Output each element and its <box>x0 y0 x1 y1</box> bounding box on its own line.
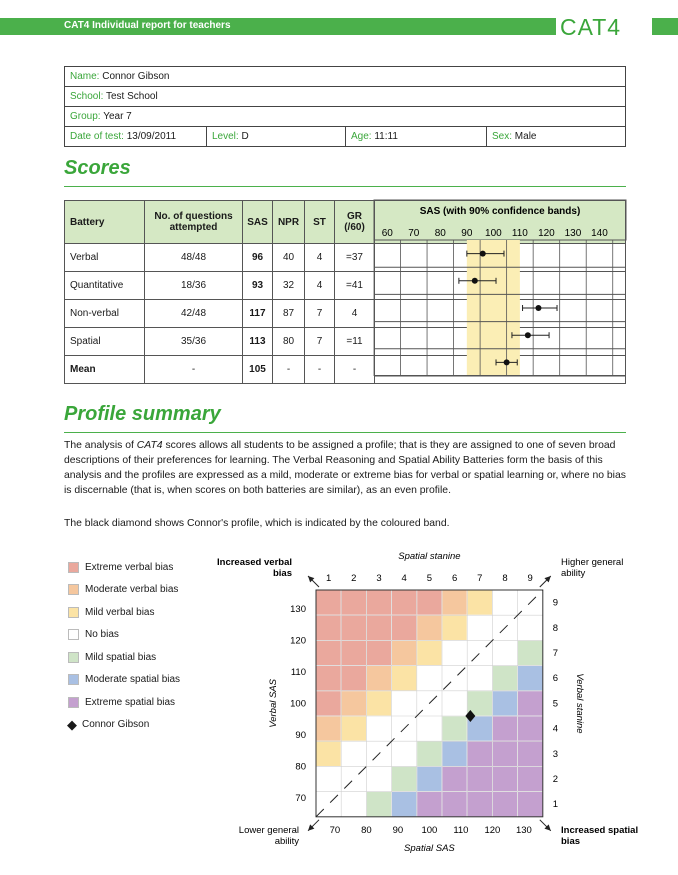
verbal-sas-tick: 130 <box>290 603 306 615</box>
gr-cell: =37 <box>335 244 375 272</box>
sas-cell: 93 <box>243 272 273 300</box>
level-label: Level: <box>212 131 239 142</box>
attempted-cell: 42/48 <box>145 300 243 328</box>
profile-cell <box>467 666 492 691</box>
profile-cell <box>492 741 517 766</box>
legend-label: Moderate verbal bias <box>85 584 179 596</box>
spatial-sas-tick: 80 <box>361 824 372 836</box>
profile-description: The analysis of CAT4 scores allows all students to be assigned a profile; that is they are assigned to one of seven broad descriptions of their preferences for learning. The Verbal Reasoning and Spatial Ability Batteries form the basis of this analysis and the profiles are expressed as a mild, moderate or extreme bias for verbal or spatial learning or, where no bias is discernable (that is, when scores on both batteries are similar), as an even profile. <box>64 440 626 496</box>
col-sas: SAS <box>243 201 273 244</box>
profile-cell <box>492 590 517 615</box>
verbal-stanine-tick: 7 <box>552 648 559 659</box>
legend-label: Extreme spatial bias <box>85 696 176 708</box>
sas-tick-label: 120 <box>538 228 555 239</box>
spatial-sas-title: Spatial SAS <box>404 842 455 854</box>
col-gr: GR (/60) <box>335 201 375 244</box>
legend-label: Extreme verbal bias <box>85 561 174 573</box>
col-attempted: No. of questions attempted <box>145 201 243 244</box>
sas-point-non-verbal <box>535 305 541 311</box>
legend-label: Mild verbal bias <box>85 606 155 618</box>
profile-cell <box>366 766 391 791</box>
sas-point-spatial <box>525 332 531 338</box>
verbal-sas-tick: 100 <box>290 698 306 710</box>
profile-chart <box>217 548 639 858</box>
profile-cell <box>417 615 442 640</box>
group-label: Group: <box>70 111 101 122</box>
sas-tick-label: 80 <box>434 228 446 239</box>
profile-cell <box>518 640 543 665</box>
profile-cell <box>442 766 467 791</box>
profile-cell <box>442 691 467 716</box>
profile-cell <box>492 792 517 817</box>
verbal-stanine-tick: 1 <box>552 799 559 811</box>
legend-item <box>68 556 180 579</box>
profile-cell <box>392 666 417 691</box>
group-name: Year 7 <box>103 111 132 122</box>
profile-cell <box>392 792 417 817</box>
npr-cell: 80 <box>273 328 305 356</box>
school-label: School: <box>70 91 104 102</box>
legend-swatch <box>68 629 79 640</box>
label-increased-verbal-bias: Increased verbal bias <box>217 557 292 579</box>
profile-cell <box>467 590 492 615</box>
profile-cell <box>492 640 517 665</box>
verbal-sas-tick: 120 <box>290 635 306 647</box>
col-st: ST <box>305 201 335 244</box>
legend-label: Connor Gibson <box>82 719 150 731</box>
sas-point-quantitative <box>472 278 478 284</box>
spatial-sas-tick: 100 <box>421 824 438 836</box>
profile-heading: Profile summary <box>64 403 221 425</box>
profile-cell <box>392 640 417 665</box>
profile-cell <box>366 640 391 665</box>
legend-swatch <box>68 652 79 663</box>
verbal-stanine-tick: 6 <box>552 673 559 685</box>
st-cell: 4 <box>305 272 335 300</box>
battery-name: Mean <box>65 356 145 384</box>
spatial-stanine-tick: 1 <box>325 573 332 584</box>
profile-cell <box>518 792 543 817</box>
sas-tick-label: 90 <box>461 228 473 239</box>
col-battery: Battery <box>65 201 145 244</box>
profile-cell <box>316 741 341 766</box>
cat4-logo <box>556 10 652 44</box>
legend-swatch <box>68 697 79 708</box>
profile-cell <box>341 792 366 817</box>
profile-cell <box>417 666 442 691</box>
student-name: Connor Gibson <box>102 71 170 82</box>
profile-cell <box>341 741 366 766</box>
npr-cell: - <box>273 356 305 384</box>
profile-cell <box>518 666 543 691</box>
profile-cell <box>417 792 442 817</box>
diamond-icon: ◆ <box>67 716 77 732</box>
st-cell: 4 <box>305 244 335 272</box>
profile-cell <box>518 615 543 640</box>
battery-name: Spatial <box>65 328 145 356</box>
sas-tick-label: 60 <box>381 228 393 239</box>
school-name: Test School <box>105 91 158 102</box>
sas-chart-title: SAS (with 90% confidence bands) <box>419 206 581 217</box>
sas-point-mean <box>504 359 510 365</box>
legend-swatch <box>68 584 79 595</box>
profile-cell <box>518 691 543 716</box>
profile-cell <box>392 615 417 640</box>
verbal-sas-tick: 110 <box>290 666 306 678</box>
profile-cell <box>366 615 391 640</box>
profile-cell <box>316 640 341 665</box>
profile-cell <box>341 691 366 716</box>
legend-label: Mild spatial bias <box>85 651 157 663</box>
profile-cell <box>392 766 417 791</box>
legend-swatch <box>68 607 79 618</box>
sas-cell: 105 <box>243 356 273 384</box>
sas-cell: 113 <box>243 328 273 356</box>
profile-cell <box>316 691 341 716</box>
profile-cell <box>467 615 492 640</box>
gr-cell: =41 <box>335 272 375 300</box>
attempted-cell: 18/36 <box>145 272 243 300</box>
spatial-sas-tick: 70 <box>329 824 341 836</box>
profile-cell <box>442 741 467 766</box>
age-label: Age: <box>351 131 372 142</box>
label-lower-general-ability: Lower general ability <box>238 825 299 847</box>
verbal-stanine-tick: 2 <box>552 774 559 785</box>
legend-item <box>68 646 180 669</box>
spatial-stanine-tick: 4 <box>401 573 407 584</box>
verbal-sas-tick: 70 <box>295 792 306 804</box>
verbal-stanine-tick: 8 <box>552 622 559 634</box>
sas-average-band <box>467 240 520 376</box>
legend-label: Moderate spatial bias <box>85 674 181 686</box>
level-value: D <box>241 131 249 142</box>
name-label: Name: <box>70 71 100 82</box>
battery-name: Non-verbal <box>65 300 145 328</box>
profile-cell <box>366 792 391 817</box>
sas-confidence-chart <box>374 200 626 381</box>
spatial-sas-tick: 120 <box>484 824 501 836</box>
verbal-stanine-title: Verbal stanine <box>573 673 585 734</box>
legend-item <box>68 691 180 714</box>
profile-cell <box>417 590 442 615</box>
sas-point-verbal <box>480 251 486 257</box>
sas-cell: 96 <box>243 244 273 272</box>
date-label: Date of test: <box>70 131 124 142</box>
profile-cell <box>316 666 341 691</box>
scores-rule <box>64 186 626 187</box>
profile-cell <box>492 766 517 791</box>
profile-cell <box>316 766 341 791</box>
spatial-sas-tick: 90 <box>392 824 404 836</box>
attempted-cell: - <box>145 356 243 384</box>
sas-cell: 117 <box>243 300 273 328</box>
verbal-stanine-tick: 3 <box>552 748 559 760</box>
profile-cell <box>316 716 341 741</box>
sas-tick-label: 110 <box>511 228 528 239</box>
col-npr: NPR <box>273 201 305 244</box>
profile-cell <box>341 666 366 691</box>
profile-cell <box>392 590 417 615</box>
profile-cell <box>442 640 467 665</box>
gr-cell: 4 <box>335 300 375 328</box>
profile-cell <box>341 615 366 640</box>
profile-cell <box>467 741 492 766</box>
battery-name: Verbal <box>65 244 145 272</box>
spatial-sas-tick: 110 <box>453 824 469 836</box>
student-info-table <box>64 66 626 147</box>
profile-cell <box>316 590 341 615</box>
legend-swatch <box>68 562 79 573</box>
npr-cell: 87 <box>273 300 305 328</box>
profile-cell <box>518 716 543 741</box>
profile-legend <box>68 556 180 736</box>
st-cell: 7 <box>305 328 335 356</box>
legend-item <box>68 601 180 624</box>
report-title: CAT4 Individual report for teachers <box>64 20 231 31</box>
header-bar-end <box>652 18 678 35</box>
profile-cell <box>341 590 366 615</box>
gr-cell: - <box>335 356 375 384</box>
test-date: 13/09/2011 <box>126 131 177 142</box>
profile-cell <box>366 666 391 691</box>
st-cell: 7 <box>305 300 335 328</box>
sas-tick-label: 130 <box>564 228 582 239</box>
profile-cell <box>518 741 543 766</box>
spatial-stanine-tick: 5 <box>426 573 433 584</box>
profile-cell <box>442 716 467 741</box>
profile-cell <box>442 615 467 640</box>
sex-label: Sex: <box>492 131 513 142</box>
sas-tick-label: 70 <box>408 228 420 239</box>
verbal-stanine-tick: 9 <box>552 597 559 609</box>
profile-note: The black diamond shows Connor's profile, which is indicated by the coloured band. <box>64 518 450 529</box>
label-higher-general-ability: Higher general ability <box>561 557 624 579</box>
st-cell: - <box>305 356 335 384</box>
profile-cell <box>417 741 442 766</box>
spatial-stanine-tick: 8 <box>502 573 508 584</box>
profile-cell <box>492 691 517 716</box>
profile-cell <box>392 741 417 766</box>
battery-name: Quantitative <box>65 272 145 300</box>
profile-rule <box>64 432 626 433</box>
profile-cell <box>492 666 517 691</box>
npr-cell: 40 <box>273 244 305 272</box>
profile-cell <box>366 716 391 741</box>
profile-cell <box>366 590 391 615</box>
logo-text: CAT4 <box>560 14 622 40</box>
header-bar <box>0 18 556 35</box>
verbal-sas-title: Verbal SAS <box>268 679 279 728</box>
spatial-stanine-tick: 6 <box>451 573 458 584</box>
verbal-sas-tick: 80 <box>295 761 306 773</box>
attempted-cell: 35/36 <box>145 328 243 356</box>
profile-cell <box>492 716 517 741</box>
profile-cell <box>442 792 467 817</box>
spatial-stanine-title: Spatial stanine <box>398 551 461 562</box>
profile-cell <box>417 716 442 741</box>
profile-cell <box>518 766 543 791</box>
profile-cell <box>392 691 417 716</box>
profile-cell <box>341 716 366 741</box>
profile-cell <box>316 615 341 640</box>
spatial-stanine-tick: 2 <box>351 573 357 584</box>
attempted-cell: 48/48 <box>145 244 243 272</box>
legend-item <box>68 714 180 737</box>
sas-tick-label: 100 <box>485 228 502 239</box>
verbal-sas-tick: 90 <box>295 729 306 741</box>
profile-cell <box>442 590 467 615</box>
legend-item <box>68 624 180 647</box>
verbal-stanine-tick: 5 <box>552 698 559 710</box>
spatial-stanine-tick: 7 <box>477 573 483 584</box>
legend-item <box>68 669 180 692</box>
sex-value: Male <box>514 131 537 142</box>
profile-cell <box>467 792 492 817</box>
age-value: 11:11 <box>374 131 398 142</box>
npr-cell: 32 <box>273 272 305 300</box>
profile-cell <box>341 640 366 665</box>
spatial-sas-tick: 130 <box>515 824 532 836</box>
sas-tick-label: 140 <box>591 228 608 239</box>
spatial-stanine-tick: 9 <box>527 573 533 584</box>
label-increased-spatial-bias: Increased spatial bias <box>561 825 639 847</box>
profile-cell <box>417 640 442 665</box>
legend-swatch <box>68 674 79 685</box>
profile-cell <box>467 766 492 791</box>
profile-cell <box>417 766 442 791</box>
legend-label: No bias <box>85 629 119 641</box>
verbal-stanine-tick: 4 <box>552 723 559 735</box>
profile-cell <box>366 691 391 716</box>
legend-item <box>68 579 180 602</box>
spatial-stanine-tick: 3 <box>376 573 382 584</box>
gr-cell: =11 <box>335 328 375 356</box>
scores-heading: Scores <box>64 157 131 179</box>
